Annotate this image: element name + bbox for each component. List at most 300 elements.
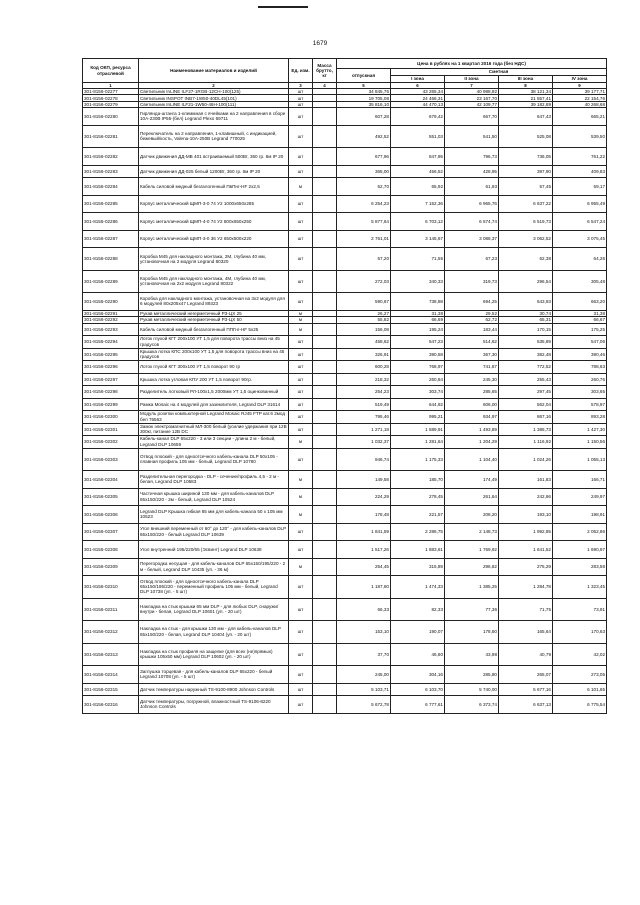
row-code: 301-8156-02308 [83,541,139,559]
page-number: 1679 [312,40,328,47]
row-release-price: 590,67 [337,293,391,311]
row-unit: шт [289,270,313,293]
header-code: Код ОКП, ресурса отраслевой [83,59,139,83]
row-zone-1-price: 340,33 [391,270,445,293]
header-zone-3: III зона [499,76,553,83]
row-unit: м [289,506,313,524]
row-unit: шт [289,125,313,148]
row-name: Датчик движения ДД-025 белый 1200Вт, 360 гр. 6м IP 20 [139,165,289,178]
row-zone-2-price: 1 493,89 [445,423,499,436]
row-mass [313,558,337,576]
row-release-price: 57,20 [337,248,391,271]
table-row [83,348,607,361]
column-number: 1 [83,83,139,89]
row-name: Накладка на стык профиля на защелке (для всех (не)прямых) крышки 105х50 мм) Legrand DLP 10602 (уп. - 20 шт) [139,643,289,666]
row-zone-3-price: 1 284,78 [499,576,553,599]
row-zone-2-price: 285,65 [445,386,499,399]
column-number: 9 [553,83,607,89]
row-unit: шт [289,523,313,541]
row-release-price: 365,00 [337,165,391,178]
row-zone-2-price: 3 088,37 [445,230,499,248]
row-mass [313,621,337,644]
row-zone-1-price: 31,38 [391,310,445,316]
row-zone-4-price: 22 154,76 [553,95,607,101]
row-zone-4-price: 1 055,13 [553,448,607,471]
row-zone-4-price: 761,22 [553,148,607,166]
row-zone-3-price: 525,08 [499,125,553,148]
row-zone-3-price: 38 121,34 [499,89,553,95]
row-zone-3-price: 30,74 [499,310,553,316]
row-release-price: 1 271,18 [337,423,391,436]
row-unit: шт [289,148,313,166]
table-body [83,89,607,713]
row-zone-4-price: 1 427,30 [553,423,607,436]
row-release-price: 218,32 [337,373,391,386]
row-unit: шт [289,101,313,107]
row-zone-1-price: 547,23 [391,336,445,349]
column-number: 5 [337,83,391,89]
row-unit: шт [289,95,313,101]
row-zone-3-price: 647,43 [499,108,553,126]
row-name: Коробка для накладного монтажа, установочная на 3х2 модуля для 6 модулей 80х205х47 Legrand 89323 [139,293,289,311]
row-zone-3-price: 62,38 [499,248,553,271]
row-mass [313,230,337,248]
row-code: 301-8156-02288 [83,248,139,271]
row-zone-4-price: 893,28 [553,411,607,424]
row-zone-4-price: 166,71 [553,471,607,489]
row-mass [313,270,337,293]
header-zone-1: I зона [391,76,445,83]
row-zone-4-price: 1 150,56 [553,436,607,449]
row-name: Лоток глухой КГГ 300х100 УТ 1,5 поворот 90 гр [139,361,289,374]
row-unit: шт [289,195,313,213]
row-zone-3-price: 5 677,16 [499,683,553,696]
row-name: Светильник InLINE ILF21-1W50-46H-100(111) [139,101,289,107]
row-mass [313,248,337,271]
row-zone-1-price: 456,52 [391,165,445,178]
row-zone-3-price: 161,83 [499,471,553,489]
row-zone-4-price: 39 177,71 [553,89,607,95]
row-zone-1-price: 221,57 [391,506,445,524]
row-zone-1-price: 190,07 [391,621,445,644]
row-release-price: 1 032,37 [337,436,391,449]
row-zone-1-price: 1 281,64 [391,436,445,449]
table-row [83,293,607,311]
row-code: 301-8156-02289 [83,270,139,293]
row-zone-1-price: 304,16 [391,666,445,684]
row-zone-4-price: 2 052,86 [553,523,607,541]
row-zone-3-price: 6 519,73 [499,213,553,231]
row-zone-2-price: 67,23 [445,248,499,271]
row-code: 301-8156-02285 [83,195,139,213]
row-zone-4-price: 409,83 [553,165,607,178]
row-zone-4-price: 273,05 [553,666,607,684]
row-zone-4-price: 663,20 [553,293,607,311]
table-row [83,683,607,696]
row-zone-2-price: 62,72 [445,317,499,323]
row-release-price: 66,33 [337,598,391,621]
row-zone-3-price: 736,05 [499,148,553,166]
row-zone-3-price: 382,48 [499,348,553,361]
row-code: 301-8156-02313 [83,643,139,666]
row-zone-2-price: 606,00 [445,398,499,411]
row-zone-4-price: 175,25 [553,323,607,336]
row-zone-1-price: 24 466,31 [391,95,445,101]
row-zone-3-price: 193,10 [499,506,553,524]
row-zone-4-price: 665,21 [553,108,607,126]
row-zone-4-price: 66,67 [553,317,607,323]
row-code: 301-8156-02298 [83,386,139,399]
column-number: 2 [139,83,289,89]
row-zone-3-price: 3 062,52 [499,230,553,248]
row-unit: шт [289,411,313,424]
table-row [83,248,607,271]
row-unit: м [289,323,313,336]
row-mass [313,506,337,524]
row-zone-3-price: 6 637,22 [499,195,553,213]
row-unit: шт [289,108,313,126]
row-unit: шт [289,666,313,684]
row-zone-2-price: 667,70 [445,108,499,126]
row-zone-4-price: 1 323,45 [553,576,607,599]
table-row [83,178,607,196]
row-release-price: 1 187,60 [337,576,391,599]
row-zone-2-price: 43,98 [445,643,499,666]
row-release-price: 519,49 [337,398,391,411]
row-release-price: 1 517,26 [337,541,391,559]
row-zone-2-price: 367,30 [445,348,499,361]
row-release-price: 26,27 [337,310,391,316]
row-release-price: 224,29 [337,488,391,506]
table-row [83,506,607,524]
row-unit: шт [289,643,313,666]
row-zone-3-price: 40,79 [499,643,553,666]
table-row [83,598,607,621]
row-code: 301-8156-02290 [83,293,139,311]
row-zone-4-price: 788,63 [553,361,607,374]
row-zone-3-price: 397,90 [499,165,553,178]
row-mass [313,178,337,196]
row-unit: шт [289,248,313,271]
table-row [83,230,607,248]
row-mass [313,448,337,471]
header-mass: Масса брутто, кг [313,59,337,83]
row-name: Угол внутренний 195/220/65 (Эсвинт) Legrand DLP 10638 [139,541,289,559]
row-release-price: 245,00 [337,666,391,684]
row-code: 301-8156-02307 [83,523,139,541]
row-code: 301-8156-02314 [83,666,139,684]
row-zone-4-price: 6 775,54 [553,696,607,714]
row-code: 301-8156-02277 [83,89,139,95]
row-zone-2-price: 514,62 [445,336,499,349]
table-row [83,621,607,644]
row-zone-1-price: 44 470,13 [391,101,445,107]
row-zone-3-price: 57,45 [499,178,553,196]
row-name: Корпус металлический ЩМП-3-0 74 У2 1000х650х285 [139,195,289,213]
row-zone-3-price: 65,31 [499,317,553,323]
row-unit: шт [289,348,313,361]
table-row [83,108,607,126]
row-code: 301-8156-02279 [83,101,139,107]
row-code: 301-8156-02302 [83,436,139,449]
row-zone-4-price: 31,38 [553,310,607,316]
row-name: Накладка на стык крышки 65 мм DLP - для любых DLP, снаружи/внутри - белая, Legrand DLP 10601 (уп. - 20 шт) [139,598,289,621]
row-zone-1-price: 82,33 [391,598,445,621]
row-zone-3-price: 296,54 [499,270,553,293]
row-zone-1-price: 43 265,34 [391,89,445,95]
row-code: 301-8156-02309 [83,558,139,576]
header-zone-4: IV зона [553,76,607,83]
row-zone-2-price: 1 104,40 [445,448,499,471]
row-zone-2-price: 6 965,76 [445,195,499,213]
table-row [83,666,607,684]
row-zone-1-price: 46,80 [391,643,445,666]
row-zone-4-price: 578,97 [553,398,607,411]
row-zone-2-price: 208,20 [445,506,499,524]
row-zone-3-price: 297,45 [499,386,553,399]
row-zone-4-price: 64,26 [553,248,607,271]
row-name: Угол внешний переменный от 60° до 120° - для кабель-каналов DLP 65х150/220 - белый Legrand DLP 10639 [139,523,289,541]
row-release-price: 153,10 [337,621,391,644]
row-zone-2-price: 2 148,73 [445,523,499,541]
row-zone-2-price: 40 988,92 [445,89,499,95]
row-mass [313,213,337,231]
table-row [83,336,607,349]
row-unit: шт [289,336,313,349]
row-mass [313,488,337,506]
row-name: Лоток глухой КГГ 200х100 УТ 1,5 для поворота трассы вниз на 45 градусов [139,336,289,349]
row-zone-3-price: 562,04 [499,398,553,411]
row-code: 301-8156-02304 [83,471,139,489]
row-zone-2-price: 296,82 [445,558,499,576]
row-zone-2-price: 1 769,92 [445,541,499,559]
row-zone-1-price: 738,98 [391,293,445,311]
row-zone-3-price: 6 637,13 [499,696,553,714]
row-mass [313,423,337,436]
row-unit: шт [289,361,313,374]
row-zone-3-price: 255,43 [499,373,553,386]
row-unit: м [289,558,313,576]
row-release-price: 458,62 [337,336,391,349]
row-unit: шт [289,213,313,231]
row-unit: шт [289,683,313,696]
row-name: Рамка Mosaic на 4 модулей для заземлителя, Legrand DLP 31614 [139,398,289,411]
row-mass [313,386,337,399]
row-name: Кабель-канал DLP 65х220 - 3 или 3 секции - длина 2 м - белый, Legrand DLP 10659 [139,436,289,449]
row-zone-1-price: 303,74 [391,386,445,399]
row-zone-2-price: 319,73 [445,270,499,293]
row-unit: шт [289,230,313,248]
row-zone-2-price: 934,97 [445,411,499,424]
row-release-price: 254,23 [337,386,391,399]
row-zone-1-price: 995,21 [391,411,445,424]
row-unit: шт [289,598,313,621]
row-name: Отвод плоский - для одноотсечного кабель-канала DLP 50х105 - плавная профиль 105 мм - белый, Legrand DLP 10780 [139,448,289,471]
row-mass [313,471,337,489]
row-name: Корпус металлический ЩМП-3-0 36 У2 650х500х220 [139,230,289,248]
row-zone-3-price: 1 641,52 [499,541,553,559]
row-zone-4-price: 547,06 [553,336,607,349]
table-row [83,411,607,424]
row-mass [313,373,337,386]
table-row [83,213,607,231]
row-release-price: 677,96 [337,148,391,166]
row-mass [313,361,337,374]
row-release-price: 326,91 [337,348,391,361]
row-code: 301-8156-02301 [83,423,139,436]
row-zone-2-price: 285,80 [445,666,499,684]
row-zone-4-price: 170,63 [553,621,607,644]
row-code: 301-8156-02310 [83,576,139,599]
row-zone-1-price: 768,97 [391,361,445,374]
row-zone-4-price: 42,02 [553,643,607,666]
row-code: 301-8156-02278 [83,95,139,101]
row-release-price: 5 103,71 [337,683,391,696]
row-zone-3-price: 1 385,73 [499,423,553,436]
row-release-price: 149,58 [337,471,391,489]
header-name: Наименование материалов и изделий [139,59,289,83]
row-code: 301-8156-02286 [83,213,139,231]
row-release-price: 795,46 [337,411,391,424]
table-row [83,448,607,471]
table-row [83,270,607,293]
row-zone-1-price: 6 703,12 [391,213,445,231]
row-name: Кабель силовой медный безгалогенный ПвПнг-HF 2х2,5 [139,178,289,196]
row-zone-2-price: 6 373,74 [445,696,499,714]
row-zone-4-price: 249,97 [553,488,607,506]
row-zone-2-price: 261,64 [445,488,499,506]
row-zone-2-price: 174,49 [445,471,499,489]
row-code: 301-8156-02312 [83,621,139,644]
table-row [83,436,607,449]
row-release-price: 607,28 [337,108,391,126]
row-unit: шт [289,576,313,599]
row-zone-1-price: 278,45 [391,488,445,506]
row-zone-3-price: 275,29 [499,558,553,576]
row-mass [313,348,337,361]
row-mass [313,165,337,178]
row-zone-1-price: 390,58 [391,348,445,361]
row-zone-4-price: 390,46 [553,348,607,361]
price-table [82,58,607,714]
row-zone-3-price: 1 116,92 [499,436,553,449]
row-code: 301-8156-02296 [83,361,139,374]
header-estimated: Сметная [391,69,607,76]
row-mass [313,336,337,349]
row-name: Коробка М45 для накладного монтажа, 4М, глубина 40 мм, установочная на 2х2 модуля Legrand 80322 [139,270,289,293]
row-code: 301-8156-02293 [83,323,139,336]
row-unit: м [289,178,313,196]
column-number: 4 [313,83,337,89]
row-name: Коробка М45 для накладного монтажа, 2М, глубина 40 мм, установочная на 2 модуля Legrand 80320 [139,248,289,271]
header-unit: Ед. изм. [289,59,313,83]
table-row [83,576,607,599]
row-name: Замок электромагнитный МЛ-300 белый (усилие удержания при 12В 300кг, питание 12В DC [140,423,287,435]
row-code: 301-8156-02291 [83,310,139,316]
row-zone-3-price: 867,16 [499,411,553,424]
row-name: Рукав металлический негерметичный РЗ-ЦХ 50 [139,317,289,323]
header-price-title: Цена в рублях на 1 квартал 2016 года (без НДС) [337,59,607,69]
row-unit: м [289,310,313,316]
row-name: Датчик движения ДД-МВ 401 встраиваемый 500Вт, 360 гр. 8м IP 20 [139,148,289,166]
row-zone-1-price: 7 152,36 [391,195,445,213]
row-release-price: 6 254,23 [337,195,391,213]
row-unit: м [289,436,313,449]
row-zone-2-price: 796,73 [445,148,499,166]
row-release-price: 254,45 [337,558,391,576]
header-zone-2: II зона [445,76,499,83]
row-zone-4-price: 40 268,68 [553,101,607,107]
row-zone-1-price: 195,24 [391,323,445,336]
row-release-price: 492,52 [337,125,391,148]
row-release-price: 600,28 [337,361,391,374]
row-zone-4-price: 198,91 [553,506,607,524]
row-unit: шт [289,696,313,714]
row-zone-3-price: 39 182,89 [499,101,553,107]
row-name: Датчик температуры, погружной, влажностный TS-9106-8220 Johnson Controls [139,696,289,714]
row-zone-1-price: 6 103,70 [391,683,445,696]
row-zone-4-price: 6 101,65 [553,683,607,696]
row-zone-2-price: 183,44 [445,323,499,336]
row-zone-3-price: 1 992,85 [499,523,553,541]
table-row [83,195,607,213]
row-unit: шт [289,165,313,178]
row-zone-4-price: 305,48 [553,270,607,293]
row-name: Гирлянда-штанга 1-клеммная с ячейками на 2 направления в сборе 10А-230В IP55-(бел) Legrand Plexo 69711 [139,108,289,126]
row-mass [313,436,337,449]
row-code: 301-8156-02297 [83,373,139,386]
header-release: отпускная [337,69,391,83]
row-unit: шт [289,89,313,95]
row-code: 301-8156-02315 [83,683,139,696]
row-name: Крышка лотка КПС 200х100 УТ 1,5 для поворота трассы вниз на 45 градусов [139,348,289,361]
table-row [83,323,607,336]
row-zone-1-price: 1 589,91 [391,423,445,436]
row-mass [313,293,337,311]
row-code: 301-8156-02282 [83,148,139,166]
row-mass [313,411,337,424]
row-release-price: 272,03 [337,270,391,293]
row-unit: шт [289,423,313,436]
row-mass [313,398,337,411]
row-name: Накладка на стык - для крышки 130 мм - для кабель-каналов DLP 65х150/220 - белая, Legrand DLP 10404 (уп. - 20 шт) [139,621,289,644]
row-code: 301-8156-02283 [83,165,139,178]
row-release-price: 52,70 [337,178,391,196]
row-zone-2-price: 178,60 [445,621,499,644]
row-mass [313,523,337,541]
row-code: 301-8156-02294 [83,336,139,349]
row-zone-1-price: 260,84 [391,373,445,386]
table-row [83,541,607,559]
row-zone-2-price: 694,25 [445,293,499,311]
row-release-price: 5 877,64 [337,213,391,231]
row-zone-1-price: 2 286,75 [391,523,445,541]
row-name: Перегородка несущая - для кабель-каналов DLP 65х150/195/220 - 2 м - белый, Legrand DLP 10435 (уп. - 36 м) [139,558,289,576]
table-row [83,148,607,166]
table-row [83,558,607,576]
row-unit: шт [289,541,313,559]
row-zone-1-price: 315,89 [391,558,445,576]
row-zone-2-price: 23 167,70 [445,95,499,101]
row-zone-2-price: 6 574,74 [445,213,499,231]
row-code: 301-8156-02292 [83,317,139,323]
row-name: Кабель силовой медный безгалогенный ППГнг-HF 5х25 [139,323,289,336]
row-name: Светильник InLINE ILF27-1RGB-12CH-100(125) [139,89,289,95]
row-zone-4-price: 73,91 [553,598,607,621]
row-zone-4-price: 283,58 [553,558,607,576]
row-release-price: 946,74 [337,448,391,471]
row-zone-1-price: 847,95 [391,148,445,166]
